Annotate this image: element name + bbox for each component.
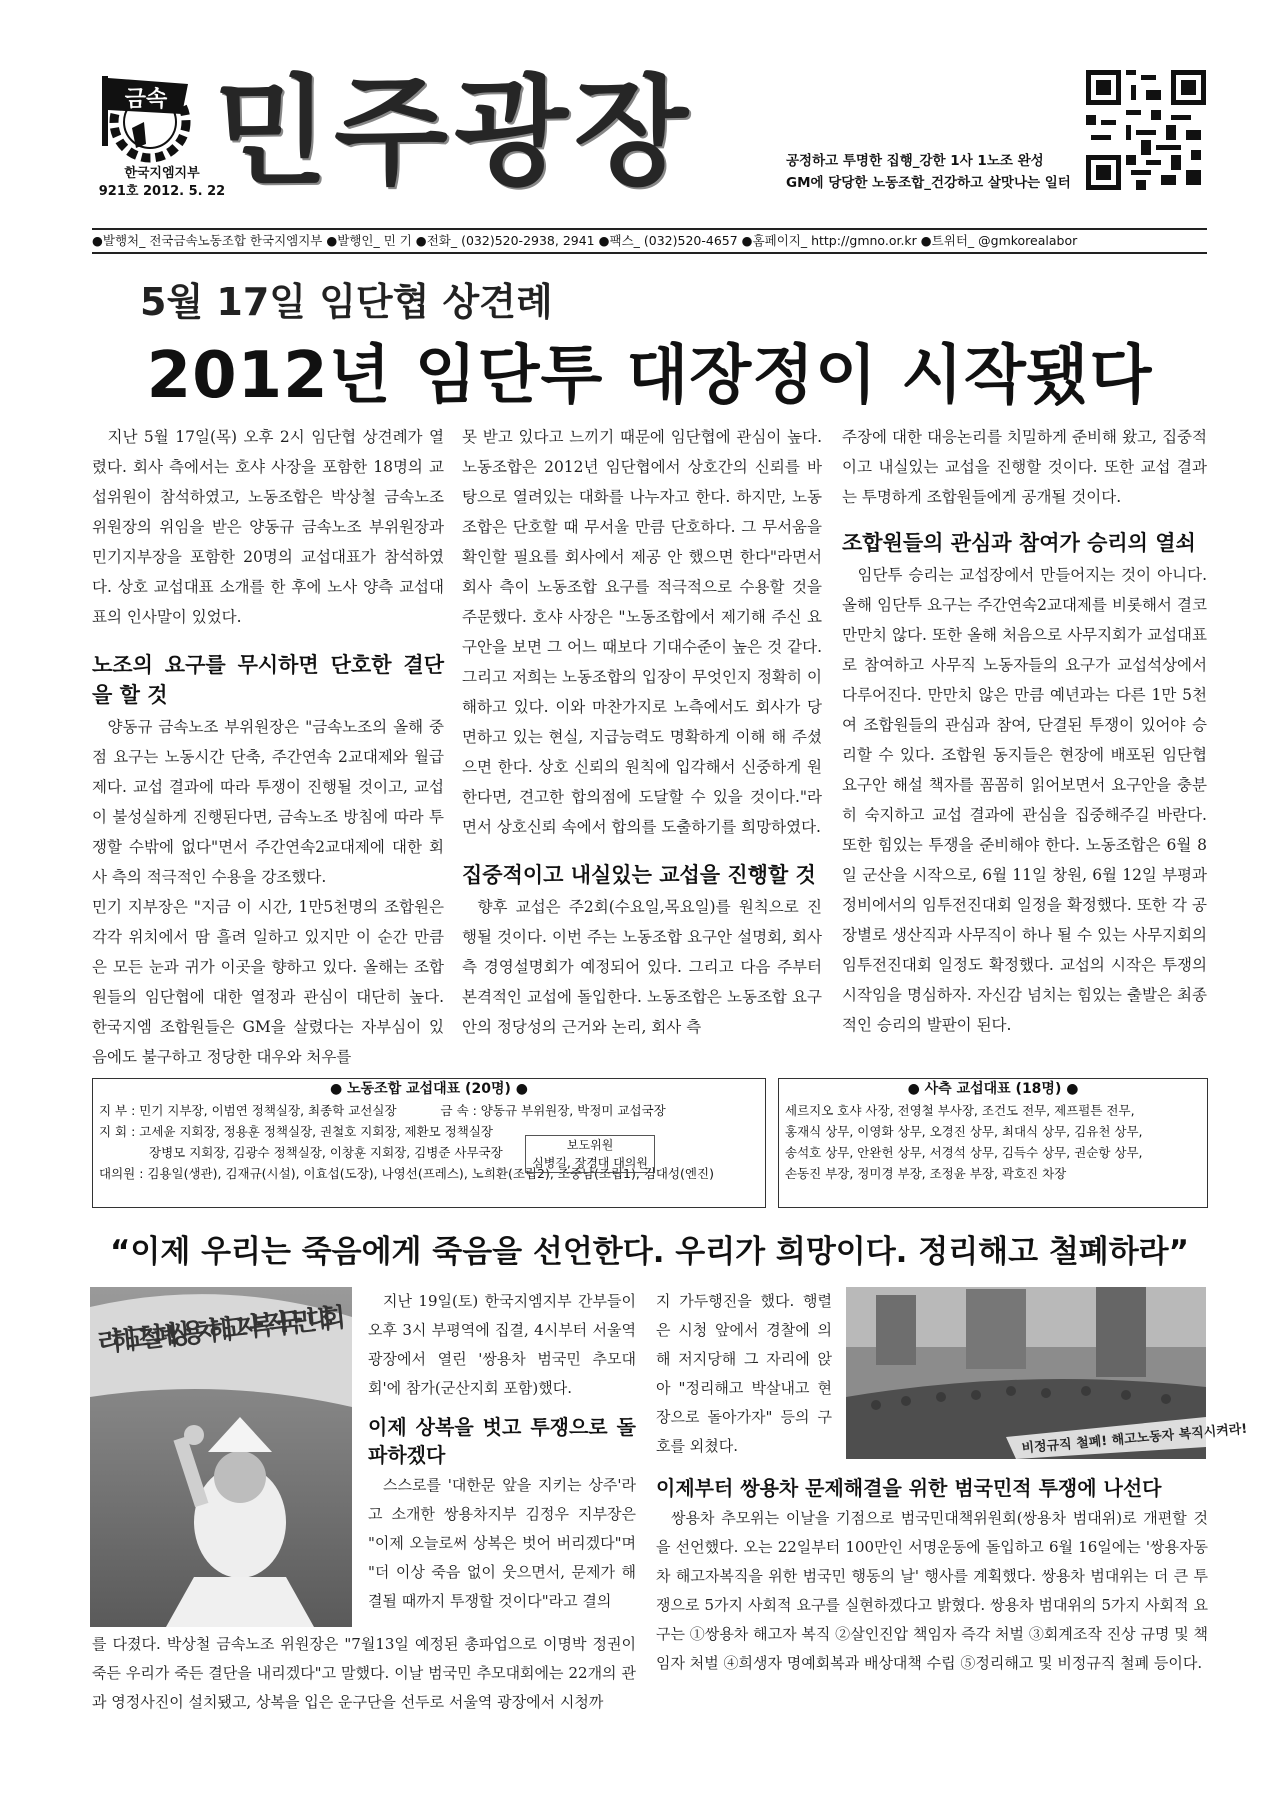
reporter-names: 심병길, 장경대 대의원	[532, 1156, 648, 1170]
box-row: 홍재식 상무, 이영화 상무, 오경진 상무, 최대식 상무, 김유천 상무,	[785, 1124, 1143, 1139]
article2-column-2	[656, 1287, 832, 1461]
article-subheadline: 5월 17일 임단협 상견례	[140, 280, 553, 324]
box-row: 송석호 상무, 안완헌 상무, 서경석 상무, 김득수 상무, 권순항 상무,	[785, 1145, 1143, 1160]
union-negotiators-box	[92, 1078, 766, 1208]
org-name: 한국지엠지부	[124, 166, 200, 181]
paragraph: 지난 19일(토) 한국지엠지부 간부들이 오후 3시 부평역에 집결, 4시부터 서울역광장에서 열린 '쌍용차 범국민 추모대회'에 참가(군산지회 포함)했다.	[368, 1292, 636, 1397]
reporter-box	[525, 1135, 655, 1173]
article-column-3	[842, 422, 1207, 1040]
article2-column-1	[368, 1287, 636, 1616]
article-column-2	[462, 422, 822, 1042]
box-row: 세르지오 호샤 사장, 전영철 부사장, 조건도 전무, 제프펄튼 전무,	[785, 1103, 1135, 1118]
box-heading: ● 사측 교섭대표 (18명) ●	[907, 1081, 1079, 1097]
union-logo	[92, 70, 202, 162]
section-heading: 집중적이고 내실있는 교섭을 진행할 것	[462, 863, 816, 887]
paragraph: 향후 교섭은 주2회(수요일,목요일)를 원칙으로 진행될 것이다. 이번 주는 노동조합 요구안 설명회, 회사 측 경영설명회가 예정되어 있다. 그리고 다음 주부터 본격적인 교섭에 돌입한다. 노동조합은 노동조합 요구안의 정당성의 근거와 논리, 회사 측	[462, 898, 822, 1036]
paragraph: 지난 5월 17일(목) 오후 2시 임단협 상견례가 열렸다. 회사 측에서는 호샤 사장을 포함한 18명의 교섭위원이 참석하였고, 노동조합은 박상철 금속노조 위원장의 위임을 받은 양동규 금속노조 부위원장과 민기지부장을 포함한 20명의 교섭대표가 참석하였다. 상호 교섭대표 소개를 한 후에 노사 양측 교섭대표의 인사말이 있었다.	[92, 428, 444, 626]
publisher-info-bar: ●발행처_ 전국금속노동조합 한국지엠지부 ●발행인_ 민 기 ●전화_ (032)520-2938, 2941 ●팩스_ (032)520-4657 ●홈페이지_ http://gmno.or.kr ●트위터_ @gmkorealabor	[92, 228, 1207, 254]
paragraph: 못 받고 있다고 느끼기 때문에 임단협에 관심이 높다. 노동조합은 2012년 임단협에서 상호간의 신뢰를 바탕으로 열려있는 대화를 나누자고 한다. 하지만, 노동조합은 단호할 때 무서울 만큼 단호하다. 그 무서움을 확인할 필요를 회사에서 제공 안 했으면 한다"라면서 회사 측이 노동조합 요구를 적극적으로 수용할 것을 주문했다. 호샤 사장은 "노동조합에서 제기해 주신 요구안을 보면 그 어느 때보다 기대수준이 높은 것 같다. 그리고 저희는 노동조합의 입장이 무엇인지 정확히 이해하고 있다. 이와 마찬가지로 노측에서도 회사가 당면하고 있는 현실, 지급능력도 명확하게 이해 해 주셨으면 한다. 상호 신뢰의 원칙에 입각해서 신중하게 원한다면, 견고한 합의점에 도달할 수 있을 것이다."라면서 상호신뢰 속에서 합의를 도출하기를 희망하였다.	[462, 428, 822, 836]
section-heading: 이제부터 쌍용차 문제해결을 위한 범국민적 투쟁에 나선다	[656, 1476, 1162, 1500]
paragraph: 주장에 대한 대응논리를 치밀하게 준비해 왔고, 집중적이고 내실있는 교섭을 진행할 것이다. 또한 교섭 결과는 투명하게 조합원들에게 공개될 것이다.	[842, 428, 1207, 506]
box-row: 지 회 : 고세윤 지회장, 정용훈 정책실장, 권철호 지회장, 제환모 정책실장	[99, 1124, 493, 1139]
rally-speaker-photo	[90, 1287, 352, 1627]
paragraph: 민기 지부장은 "지금 이 시간, 1만5천명의 조합원은 각각 위치에서 땀 흘려 일하고 있지만 이 순간 만큼은 모든 눈과 귀가 이곳을 향하고 있다. 올해는 조합원들의 임단협에 대한 열정과 관심이 대단히 높다. 한국지엠 조합원들은 GM을 살렸다는 자부심이 있음에도 불구하고 정당한 대우와 처우를	[92, 898, 444, 1066]
section-heading: 노조의 요구를 무시하면 단호한 결단을 할 것	[92, 653, 444, 707]
paragraph: 스스로를 '대한문 앞을 지키는 상주'라고 소개한 쌍용차지부 김정우 지부장은 "이제 오늘로써 상복은 벗어 버리겠다"며 "더 이상 죽음 없이 웃으면서, 문제가 해결될 때까지 투쟁할 것이다"라고 결의	[368, 1476, 636, 1610]
box-row: 대의원 : 김용일(생관), 김재규(시설), 이효섭(도장), 나영선(프레스), 노희환(조립2), 조중남(조립1), 김대성(엔진)	[99, 1166, 714, 1181]
section-heading: 조합원들의 관심과 참여가 승리의 열쇠	[842, 531, 1196, 555]
paragraph: 쌍용차 추모위는 이날을 기점으로 범국민대책위원회(쌍용차 범대위)로 개편할 것을 선언했다. 오는 22일부터 100만인 서명운동에 돌입하고 6월 16일에는 '쌍용자동차 해고자복직을 위한 범국민 행동의 날' 행사를 계획했다. 쌍용차 범대위는 더 큰 투쟁으로 5가지 사회적 요구를 실현하겠다고 밝혔다. 쌍용차 범대위의 5가지 사회적 요구는 ①쌍용차 해고자 복직 ②살인진압 책임자 즉각 처벌 ③회계조작 진상 규명 및 책임자 처벌 ④희생자 명예회복과 배상대책 수립 ⑤정리해고 및 비정규직 철폐 등이다.	[656, 1509, 1208, 1672]
paragraph: 를 다졌다. 박상철 금속노조 위원장은 "7월13일 예정된 총파업으로 이명박 정권이 죽든 우리가 죽든 결단을 내리겠다"고 말했다. 이날 범국민 추모대회에는 22개의 관과 영정사진이 설치됐고, 상복을 입은 운구단을 선두로 서울역 광장에서 시청까	[92, 1635, 636, 1711]
issue-number: 921호 2012. 5. 22	[98, 184, 226, 199]
section-heading: 이제 상복을 벗고 투쟁으로 돌파하겠다	[368, 1415, 636, 1467]
box-heading: ● 노동조합 교섭대표 (20명) ●	[330, 1081, 528, 1097]
article2-column-1-continued	[92, 1630, 636, 1717]
qr-code-icon	[1086, 70, 1206, 190]
march-crowd-photo	[846, 1287, 1248, 1459]
org-block	[92, 165, 232, 201]
box-row-metal: 금 속 : 양동규 부위원장, 박정미 교섭국장	[440, 1103, 666, 1118]
paragraph: 양동규 금속노조 부위원장은 "금속노조의 올해 중점 요구는 노동시간 단축, 주간연속 2교대제와 월급제다. 교섭 결과에 따라 투쟁이 진행될 것이고, 교섭이 불성실하게 진행된다면, 금속노조 방침에 따라 투쟁할 수밖에 없다"면서 주간연속2교대제에 대한 회사 측의 적극적인 수용을 강조했다.	[92, 718, 444, 886]
box-row	[93, 1100, 765, 1121]
paragraph: 임단투 승리는 교섭장에서 만들어지는 것이 아니다. 올해 임단투 요구는 주간연속2교대제를 비롯해서 결코 만만치 않다. 또한 올해 처음으로 사무지회가 교섭대표로 참여하고 사무직 노동자들의 요구가 교섭석상에서 다루어진다. 만만치 않은 만큼 예년과는 다른 1만 5천여 조합원들의 관심과 참여, 단결된 투쟁이 있어야 승리할 수 있다. 조합원 동지들은 현장에 배포된 임단협 요구안 해설 책자를 꼼꼼히 읽어보면서 요구안을 충분히 숙지하고 교섭 결과에 관심을 집중해주길 바란다. 또한 힘있는 투쟁을 준비해야 한다. 노동조합은 6월 8일 군산을 시작으로, 6월 11일 창원, 6월 12일 부평과 정비에서의 임투전진대회 일정을 확정했다. 또한 각 공장별로 생산직과 사무직이 하나 될 수 있는 사무지회의 임투전진대회 일정도 확정했다. 교섭의 시작은 투쟁의 시작임을 명심하자. 자신감 넘치는 힘있는 출발은 최종적인 승리의 발판이 된다.	[842, 566, 1207, 1034]
photo-sign-text: 리해고 철폐! 쌍용차 해고자 복직! 국민대회	[95, 1302, 348, 1359]
photo-banner-text: 비정규직 철폐! 해고노동자 복직시켜라!	[1021, 1421, 1248, 1457]
newspaper-title: 민주광장	[214, 63, 694, 201]
quote-headline: “이제 우리는 죽음에게 죽음을 선언한다. 우리가 희망이다. 정리해고 철폐하라”	[110, 1234, 1189, 1270]
reporter-title: 보도위원	[566, 1138, 614, 1152]
article2-column-2-continued	[656, 1462, 1208, 1678]
box-row-branch: 지 부 : 민기 지부장, 이범연 정책실장, 최종학 교선실장	[99, 1103, 397, 1118]
article-column-1	[92, 422, 444, 1072]
paragraph: 지 가두행진을 했다. 행렬은 시청 앞에서 경찰에 의해 저지당해 그 자리에 앉아 "정리해고 박살내고 현장으로 돌아가자" 등의 구호를 외쳤다.	[656, 1292, 832, 1455]
article-headline: 2012년 임단투 대장정이 시작됐다	[146, 339, 1153, 413]
slogan-line-2: GM에 당당한 노동조합_건강하고 살맛나는 일터	[786, 175, 1071, 191]
company-negotiators-box	[778, 1078, 1208, 1208]
logo-text: 금속	[124, 87, 168, 112]
box-row: 장병모 지회장, 김광수 정책실장, 이창훈 지회장, 김병준 사무국장	[149, 1145, 503, 1160]
box-row: 손동진 부장, 정미경 부장, 조정윤 부장, 곽호진 차장	[785, 1166, 1067, 1181]
slogan-line-1: 공정하고 투명한 집행_강한 1사 1노조 완성	[786, 153, 1044, 169]
